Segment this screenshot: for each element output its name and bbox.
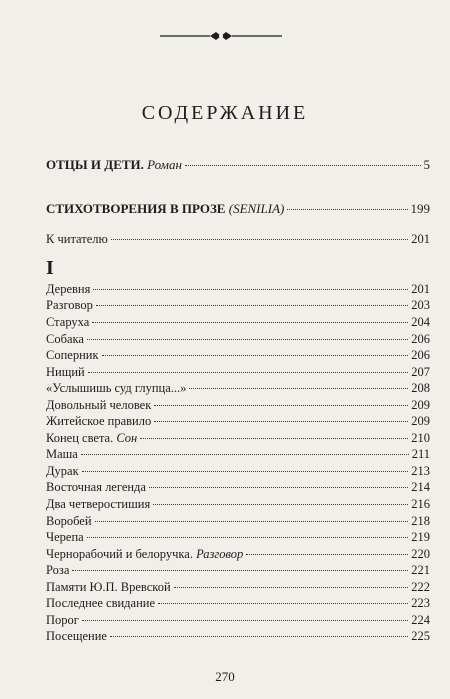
- dot-leader: [95, 521, 409, 522]
- entry-title: Чернорабочий и белоручка.: [46, 547, 193, 561]
- dot-leader: [92, 322, 408, 323]
- toc-entry: [46, 530, 430, 545]
- dot-leader: [82, 620, 408, 621]
- toc-entry: [46, 365, 430, 380]
- dot-leader: [158, 603, 408, 604]
- entry-title: Порог: [46, 613, 79, 627]
- ornament-divider: [160, 30, 282, 42]
- toc-entry: [46, 596, 430, 611]
- dot-leader: [154, 421, 408, 422]
- toc-entry: [46, 398, 430, 413]
- dot-leader: [287, 209, 407, 210]
- toc-entry: [46, 298, 430, 313]
- dot-leader: [189, 388, 408, 389]
- dot-leader: [174, 587, 409, 588]
- entry-page: 209: [411, 398, 430, 412]
- toc-entry: [46, 332, 430, 347]
- entry-page: 201: [411, 232, 430, 246]
- entry-page: 221: [411, 563, 430, 577]
- dot-leader: [88, 372, 409, 373]
- entry-title: Соперник: [46, 348, 99, 362]
- entry-title: Житейское правило: [46, 414, 152, 428]
- entry-title: Восточная легенда: [46, 480, 146, 494]
- dot-leader: [93, 289, 408, 290]
- entry-page: 199: [410, 201, 430, 216]
- entry-title: Довольный человек: [46, 398, 152, 412]
- toc-entry: [46, 464, 430, 479]
- toc-entry: [46, 414, 430, 429]
- toc-entry: [46, 348, 430, 363]
- entry-page: 203: [411, 298, 430, 312]
- entry-title: Разговор: [46, 298, 93, 312]
- dot-leader: [110, 636, 408, 637]
- entry-page: 216: [411, 497, 430, 511]
- dot-leader: [140, 438, 408, 439]
- entry-title: Деревня: [46, 282, 91, 296]
- entry-title: Роза: [46, 563, 70, 577]
- dot-leader: [185, 165, 421, 166]
- entry-title: ОТЦЫ И ДЕТИ.: [46, 157, 144, 172]
- entry-page: 225: [411, 629, 430, 643]
- dot-leader: [149, 487, 408, 488]
- entry-title: Нищий: [46, 365, 85, 379]
- dot-leader: [96, 305, 408, 306]
- toc-entry: [46, 431, 430, 446]
- entry-page: 204: [411, 315, 430, 329]
- entry-page: 220: [411, 547, 430, 561]
- entry-page: 213: [411, 464, 430, 478]
- entry-page: 222: [411, 580, 430, 594]
- toc-entry: [46, 497, 430, 512]
- entry-page: 214: [411, 480, 430, 494]
- toc-entry: [46, 480, 430, 495]
- entry-page: 224: [411, 613, 430, 627]
- entry-subtitle: Роман: [147, 157, 182, 172]
- toc-entry: [46, 232, 430, 247]
- section-heading: I: [46, 257, 54, 279]
- toc-entry: [46, 447, 430, 462]
- entry-title: «Услышишь суд глупца...»: [46, 381, 187, 395]
- toc-entry: [46, 381, 430, 396]
- entry-page: 206: [411, 348, 430, 362]
- dot-leader: [87, 339, 408, 340]
- entry-title: Памяти Ю.П. Вревской: [46, 580, 171, 594]
- page-number: 270: [215, 669, 235, 684]
- toc-entry: [46, 547, 430, 562]
- entry-title: Последнее свидание: [46, 596, 156, 610]
- entry-title: Старуха: [46, 315, 90, 329]
- entry-title: К читателю: [46, 232, 108, 246]
- toc-entry: [46, 563, 430, 578]
- entry-page: 201: [411, 282, 430, 296]
- entry-subtitle: (SENILIA): [228, 201, 285, 216]
- toc-entry-poems-in-prose: [46, 201, 430, 216]
- entry-title: Дурак: [46, 464, 79, 478]
- entry-page: 211: [411, 447, 430, 461]
- entry-title: Воробей: [46, 514, 92, 528]
- entry-title: Черепа: [46, 530, 84, 544]
- entry-subtitle: Сон: [116, 431, 138, 445]
- entry-page: 209: [411, 414, 430, 428]
- entry-page: 223: [411, 596, 430, 610]
- toc-entry: [46, 629, 430, 644]
- dot-leader: [81, 454, 409, 455]
- dot-leader: [87, 537, 409, 538]
- entry-title: Конец света.: [46, 431, 114, 445]
- toc-entry: [46, 282, 430, 297]
- toc-entry-fathers-and-sons: [46, 157, 430, 172]
- entry-page: 210: [411, 431, 430, 445]
- dot-leader: [82, 471, 409, 472]
- entry-title: Посещение: [46, 629, 107, 643]
- dot-leader: [154, 405, 408, 406]
- toc-entry: [46, 315, 430, 330]
- contents-heading: СОДЕРЖАНИЕ: [141, 102, 309, 124]
- entry-subtitle: Разговор: [196, 547, 244, 561]
- entry-title: СТИХОТВОРЕНИЯ В ПРОЗЕ: [46, 201, 226, 216]
- entry-page: 206: [411, 332, 430, 346]
- toc-entry: [46, 580, 430, 595]
- entry-title: Два четверостишия: [46, 497, 151, 511]
- entry-page: 218: [411, 514, 430, 528]
- toc-entry: [46, 514, 430, 529]
- entry-title: Маша: [46, 447, 78, 461]
- entry-title: Собака: [46, 332, 84, 346]
- toc-entry: [46, 613, 430, 628]
- entry-page: 207: [411, 365, 430, 379]
- dot-leader: [153, 504, 408, 505]
- dot-leader: [72, 570, 408, 571]
- dot-leader: [111, 239, 408, 240]
- entry-page: 208: [411, 381, 430, 395]
- dot-leader: [102, 355, 409, 356]
- entry-page: 219: [411, 530, 430, 544]
- dot-leader: [246, 554, 408, 555]
- entry-page: 5: [423, 157, 430, 172]
